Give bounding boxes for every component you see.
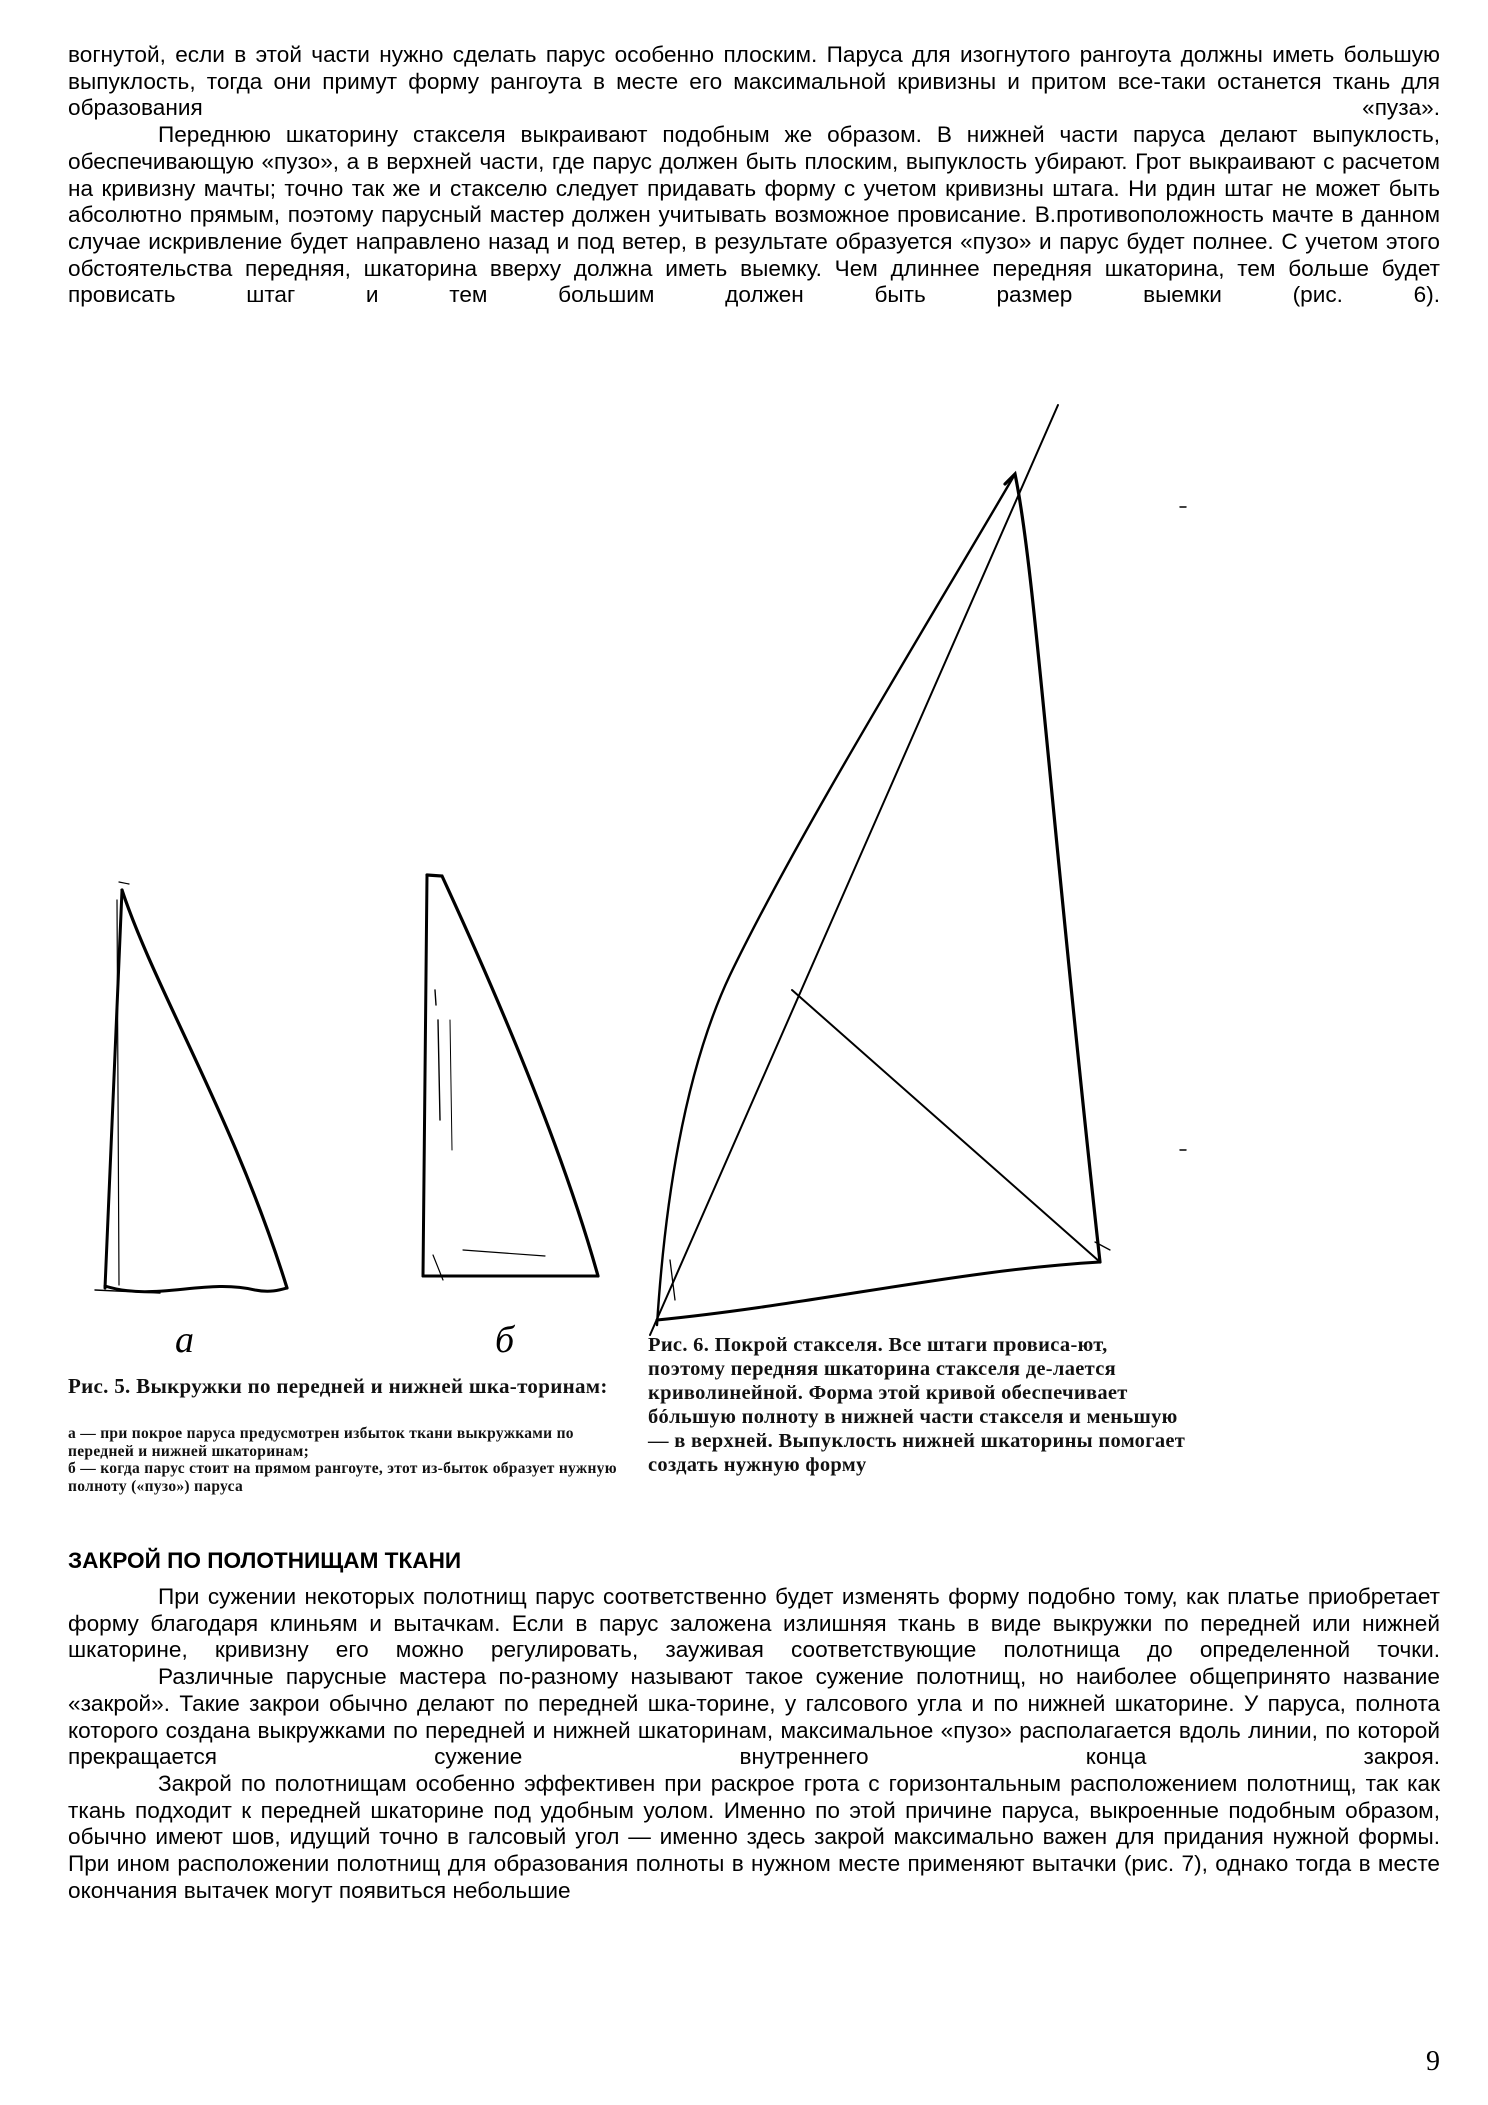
figure-5-notes <box>68 1425 623 1495</box>
paragraph: вогнутой, если в этой части нужно сделать парус особенно плоским. Паруса для изогнутого рангоута должны иметь большую выпуклость, тогда они примут форму рангоута в месте его максимальной кривизны и притом все-таки останется ткань для образования «пуза». <box>68 42 1440 121</box>
figure-5-caption: Рис. 5. Выкружки по передней и нижней шка-торинам: <box>68 1374 608 1398</box>
figure-5-note-a: а — при покрое паруса предусмотрен избыток ткани выкружками по передней и нижней шкаторинам; <box>68 1425 574 1460</box>
bottom-text-block <box>68 1584 1440 1904</box>
figure-5b-sail <box>400 870 630 1290</box>
figure-5a-sail <box>95 870 355 1310</box>
paragraph: Различные парусные мастера по-разному называют такое сужение полотнищ, но наиболее общепринято название «закрой». Такие закрои обычно делают по передней шка-торине, у галсового угла и по нижней шкаторине. У паруса, полнота которого создана выкружками по передней и нижней шкаторинам, максимальное «пузо» располагается вдоль линии, по которой прекращается сужение внутреннего конца закроя. <box>68 1664 1440 1770</box>
figure-5-note-b: б — когда парус стоит на прямом рангоуте, этот из-быток образует нужную полноту («пузо») паруса <box>68 1460 617 1495</box>
top-text-block <box>68 42 1440 309</box>
paragraph: Закрой по полотнищам особенно эффективен при раскрое грота с горизонтальным расположением полотнищ, так как ткань подходит к передней шкаторине под удобным уолом. Именно по этой причине паруса, выкроенные подобным образом, обычно имеют шов, идущий точно в галсовый угол — именно здесь закрой максимально важен для придания нужной формы. При ином расположении полотнищ для образования полноты в нужном месте применяют вытачки (рис. 7), однако тогда в месте окончания вытачек могут появиться небольшие <box>68 1770 1440 1903</box>
figure-5b-label: б <box>495 1319 515 1361</box>
paragraph: Переднюю шкаторину стакселя выкраивают подобным же образом. В нижней части паруса делают выпуклость, обеспечивающую «пузо», а в верхней части, где парус должен быть плоским, выпуклость убирают. Грот выкраивают с расчетом на кривизну мачты; точно так же и стакселю следует придавать форму с учетом кривизны штага. Ни рдин штаг не может быть абсолютно прямым, поэтому парусный мастер должен учитывать возможное провисание. В.противоположность мачте в данном случае искривление будет направлено назад и под ветер, в результате образуется «пузо» и парус будет полнее. С учетом этого обстоятельства передняя, шкаторина вверху должна иметь выемку. Чем длиннее передняя шкаторина, тем больше будет провисать штаг и тем большим должен быть размер выемки (рис. 6). <box>68 122 1440 308</box>
section-title: ЗАКРОЙ ПО ПОЛОТНИЩАМ ТКАНИ <box>68 1548 462 1573</box>
figure-5a-label: а <box>175 1319 194 1361</box>
figure-6-staysail <box>640 400 1200 1340</box>
page-number: 9 <box>1426 2046 1440 2077</box>
figure-6-caption: Рис. 6. Покрой стакселя. Все штаги провиса-ют, поэтому передняя шкаторина стакселя де-лается криволинейной. Форма этой кривой обеспечивает бóльшую полноту в нижней части стакселя и меньшую — в верхней. Выпуклость нижней шкаторины помогает создать нужную форму <box>648 1334 1186 1476</box>
paragraph: При сужении некоторых полотнищ парус соответственно будет изменять форму подобно тому, как платье приобретает форму благодаря клиньям и вытачкам. Если в парус заложена излишняя ткань в виде выкружки по передней или нижней шкаторине, кривизну его можно регулировать, зауживая соответствующие полотнища до определенной точки. <box>68 1584 1440 1663</box>
